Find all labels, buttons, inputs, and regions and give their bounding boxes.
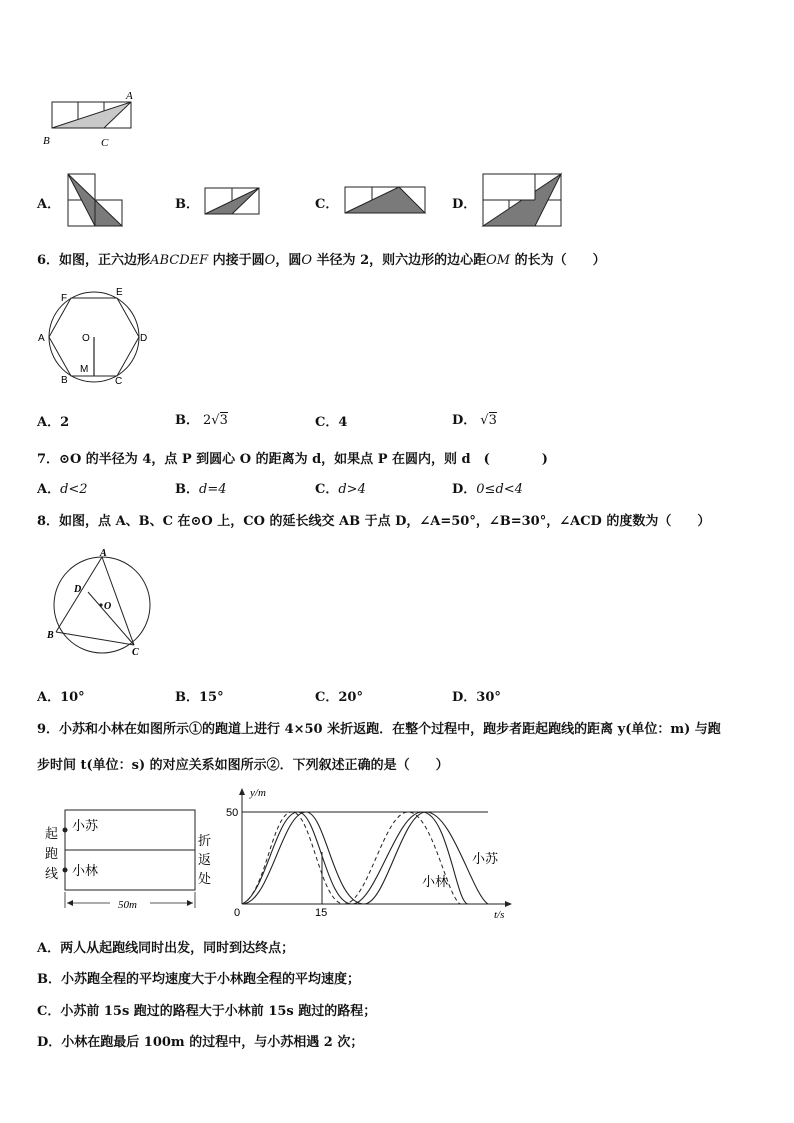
q6-number: 6． (37, 253, 60, 268)
q6-option-b-coef: 2 (203, 413, 212, 428)
q9-graph-label-lin: 小林 (422, 874, 449, 889)
q6-text-c: ，圆 (275, 253, 302, 268)
q8-label-o: O (104, 601, 112, 612)
q7-option-c-label: C． (315, 482, 339, 497)
q7-option-a-label: A． (37, 482, 61, 497)
q6-text-e: 的长为（ ） (510, 253, 606, 268)
q6-hexagon-figure (34, 284, 154, 388)
q6-option-d-label: D． (452, 413, 477, 428)
q8-option-b[interactable] (175, 686, 224, 705)
q9-option-c[interactable]: C．小苏前 15s 跑过的路程大于小林前 15s 跑过的路程； (37, 1004, 377, 1019)
q6-label-d: D (140, 333, 148, 344)
q8-option-a-value: 10° (60, 690, 85, 705)
q9-track-figure (40, 800, 220, 918)
q7-option-c-value: d>4 (338, 482, 366, 497)
q6-label-m: M (80, 364, 89, 375)
sqrt-icon: √ (480, 413, 489, 428)
q8-option-c-label: C． (315, 690, 339, 705)
q8-option-b-value: 15° (199, 690, 224, 705)
q6-option-c[interactable] (315, 411, 347, 430)
q8-circle-figure (42, 548, 154, 660)
q9-track-runner-su: 小苏 (72, 818, 99, 833)
q9-x-tick-15: 15 (315, 907, 328, 919)
q9-origin: 0 (234, 907, 241, 919)
q8-option-d-label: D． (452, 690, 477, 705)
q7-option-b-label: B． (175, 482, 199, 497)
q9-question-line2: 步时间 t(单位：s) 的对应关系如图所示②．下列叙述正确的是（ ） (37, 758, 449, 773)
q9-track-turn-3: 处 (198, 871, 212, 886)
q9-track-turn-1: 折 (198, 833, 212, 848)
q7-option-d-label: D． (452, 482, 477, 497)
q5-option-a-figure (66, 172, 126, 228)
q6-label-f: F (61, 293, 68, 304)
q8-option-d[interactable] (452, 686, 501, 705)
q8-question: 8．如图，点 A、B、C 在⊙O 上，CO 的延长线交 AB 于点 D，∠A=50°，∠B=30°，∠ACD 的度数为（ ） (37, 514, 711, 529)
q7-option-d-value: 0≤d<4 (476, 482, 523, 497)
q6-om: OM (486, 253, 511, 268)
q6-text-b: 内接于圆 (208, 253, 265, 268)
sqrt-icon: √ (211, 413, 220, 428)
q6-option-b[interactable] (175, 409, 228, 428)
q5-option-d-label[interactable]: D． (452, 197, 477, 212)
q8-label-c: C (132, 647, 139, 658)
q9-track-start-1: 起 (45, 826, 59, 841)
q9-graph (226, 784, 516, 920)
q8-label-d: D (74, 584, 82, 595)
q6-label-b: B (61, 375, 68, 386)
q7-question: 7．⊙O 的半径为 4，点 P 到圆心 O 的距离为 d，如果点 P 在圆内，则 d ( ) (37, 452, 548, 467)
q6-circle-o2: O (301, 253, 313, 268)
q6-option-c-label: C． (315, 415, 339, 430)
q7-option-a-value: d<2 (60, 482, 88, 497)
q6-question (37, 249, 606, 268)
q6-option-b-label: B． (175, 413, 199, 428)
q8-option-a[interactable] (37, 686, 85, 705)
q9-option-d[interactable]: D．小林在跑最后 100m 的过程中，与小苏相遇 2 次； (37, 1035, 364, 1050)
q9-track-length: 50m (118, 899, 137, 911)
q6-label-e: E (116, 287, 123, 298)
q6-option-c-value: 4 (338, 415, 348, 430)
q8-option-b-label: B． (175, 690, 199, 705)
q6-text-d: 半径为 2，则六边形的边心距 (312, 253, 487, 268)
q7-option-b-value: d=4 (199, 482, 227, 497)
q5-main-figure (38, 88, 148, 150)
q6-text-a: 如图，正六边形 (59, 253, 151, 268)
q5-label-b: B (43, 135, 50, 147)
q9-question-line1: 9．小苏和小林在如图所示①的跑道上进行 4×50 米折返跑．在整个过程中，跑步者距起跑线的距离 y(单位：m) 与跑 (37, 722, 721, 737)
q9-track-start-3: 线 (45, 866, 59, 881)
q7-option-c[interactable] (315, 478, 366, 497)
q6-option-d[interactable] (452, 409, 497, 428)
q7-option-a[interactable] (37, 478, 88, 497)
q6-option-a-value: 2 (60, 415, 70, 430)
q5-option-c-label[interactable]: C． (315, 197, 339, 212)
q9-graph-label-su: 小苏 (472, 851, 499, 866)
q6-label-c: C (115, 376, 123, 387)
q9-x-axis-label: t/s (494, 909, 505, 920)
q6-hexagon-name: ABCDEF (150, 253, 209, 268)
q5-option-c-figure (343, 185, 427, 215)
q9-track-turn-2: 返 (198, 852, 212, 867)
q9-option-a[interactable]: A．两人从起跑线同时出发，同时到达终点； (37, 941, 295, 956)
q6-label-o: O (82, 333, 90, 344)
q9-y-axis-label: y/m (250, 787, 266, 799)
q9-option-b[interactable]: B．小苏跑全程的平均速度大于小林跑全程的平均速度； (37, 972, 360, 987)
q5-option-a-label[interactable]: A． (37, 197, 61, 212)
q5-option-d-figure (481, 172, 563, 228)
q5-option-b-figure (203, 186, 261, 216)
q8-option-a-label: A． (37, 690, 61, 705)
q5-option-b-label[interactable]: B． (175, 197, 199, 212)
q6-option-a-label: A． (37, 415, 61, 430)
q8-option-c-value: 20° (338, 690, 363, 705)
q6-circle-o1: O (264, 253, 276, 268)
q6-option-a[interactable] (37, 411, 69, 430)
q8-option-d-value: 30° (476, 690, 501, 705)
q6-option-d-radicand: 3 (488, 413, 497, 428)
q5-label-c: C (101, 137, 109, 149)
q6-label-a: A (38, 333, 45, 344)
q8-option-c[interactable] (315, 686, 363, 705)
q9-track-start-2: 跑 (45, 846, 59, 861)
q7-option-b[interactable] (175, 478, 227, 497)
q9-y-tick-50: 50 (226, 807, 239, 819)
q9-track-runner-lin: 小林 (72, 863, 99, 878)
q6-option-b-radicand: 3 (219, 413, 228, 428)
q7-option-d[interactable] (452, 478, 523, 497)
q8-label-a: A (100, 548, 107, 559)
q5-label-a: A (126, 90, 133, 102)
q8-label-b: B (47, 630, 54, 641)
q9-curve-dashed (242, 812, 460, 904)
